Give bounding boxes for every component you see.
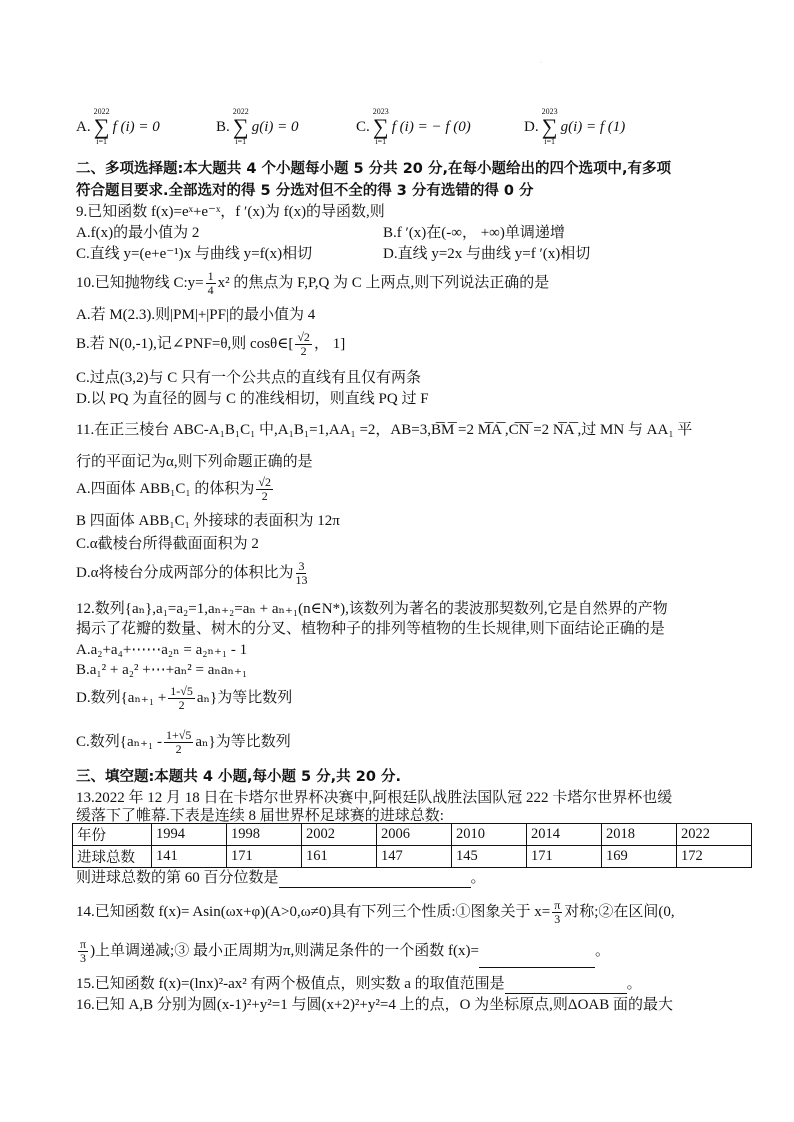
frac-num: √2	[258, 475, 271, 490]
section-header: 二、多项选择题:本大题共 4 个小题每小题 5 分共 20 分,在每小题给出的四个选项中,有多项	[76, 161, 671, 177]
table-row	[73, 846, 752, 868]
table-cell: 2006	[377, 824, 452, 846]
frac-num: 3	[298, 559, 305, 574]
option-c: C.直线 y=(e+e⁻¹)x 与曲线 y=f(x)相切	[76, 246, 313, 262]
option-d	[524, 108, 625, 146]
question-text	[76, 867, 486, 888]
question-stem: 16.已知 A,B 分别为圆(x-1)²+y²=1 与圆(x+2)²+y²=4 上的点，O 为坐标原点,则ΔOAB 面的最大	[76, 997, 673, 1013]
table-cell: 1998	[227, 824, 302, 846]
answer-blank[interactable]	[505, 973, 627, 994]
table-cell: 2022	[677, 824, 752, 846]
option-a: A.若 M(2.3).则|PM|+|PF|的最小值为 4	[76, 307, 316, 323]
question-stem: 11.在正三棱台 ABC-A₁B₁C₁ 中,A₁B₁=1,AA₁ =2，AB=3,B͞M͞ =2 M͞A͞ ,C͞N͞ =2 N͞A͞ ,过 MN 与 AA₁ 平	[76, 422, 693, 438]
sum-upper: 2023	[541, 107, 558, 116]
table-cell: 141	[152, 846, 227, 868]
option-text: aₙ}为等比数列	[195, 734, 291, 750]
stem-text: )上单调递减;③ 最小正周期为π,则满足条件的一个函数 f(x)=	[90, 943, 479, 959]
table-cell: 2014	[527, 824, 602, 846]
frac-den: 2	[261, 489, 268, 504]
option-a: A.f(x)的最小值为 2	[76, 225, 200, 241]
sum-lower: i=1	[96, 137, 107, 146]
question-text-part: 15.已知函数 f(x)=(lnx)²-ax² 有两个极值点，则实数 a 的取值范围是	[76, 976, 505, 992]
option-text: C.数列{aₙ₊₁ -	[76, 734, 162, 750]
punctuation: 。	[626, 976, 642, 992]
option-b: B.f ′(x)在(-∞， +∞)单调递增	[383, 225, 565, 241]
question-stem	[76, 268, 549, 298]
table-cell: 2002	[302, 824, 377, 846]
option-expr: g(i) = 0	[251, 118, 299, 135]
frac-num: π	[554, 898, 561, 913]
question-text	[76, 973, 642, 994]
punctuation: 。	[470, 870, 486, 886]
stem-text: 10.已知抛物线 C:y=	[76, 275, 204, 291]
fraction	[168, 685, 195, 712]
frac-den: 3	[80, 951, 87, 966]
sigma-sum	[542, 108, 558, 146]
frac-num: π	[80, 937, 87, 952]
option-a	[76, 472, 275, 506]
option-c: C.α截棱台所得截面面积为 2	[76, 536, 259, 552]
stem-text: x² 的焦点为 F,P,Q 为 C 上两点,则下列说法正确的是	[217, 275, 550, 291]
sigma-icon: ∑	[372, 114, 389, 139]
option-letter: C.	[356, 118, 370, 135]
option-d: D.直线 y=2x 与曲线 y=f ′(x)相切	[383, 246, 591, 262]
section-header: 三、填空题:本题共 4 小题,每小题 5 分,共 20 分.	[76, 769, 401, 785]
option-d	[76, 556, 309, 590]
sigma-sum	[233, 108, 249, 146]
fraction	[164, 729, 193, 756]
sum-upper: 2023	[372, 107, 389, 116]
sigma-icon: ∑	[93, 114, 110, 139]
option-a: A.a₂+a₄+⋯⋯a₂ₙ = a₂ₙ₊₁ - 1	[76, 642, 248, 658]
option-b	[76, 328, 345, 360]
option-expr: f (i) = − f (0)	[391, 118, 471, 135]
frac-num: 1-√5	[170, 684, 193, 699]
table-row	[73, 824, 752, 846]
frac-den: 2	[175, 742, 182, 757]
option-letter: B.	[216, 118, 230, 135]
sum-upper: 2022	[232, 107, 249, 116]
question-stem	[76, 895, 675, 929]
table-cell: 147	[377, 846, 452, 868]
option-expr: g(i) = f (1)	[560, 118, 626, 135]
table-cell: 171	[527, 846, 602, 868]
stem-text: 对称;②在区间(0,	[564, 904, 675, 920]
option-c	[356, 108, 471, 146]
question-stem: 9.已知函数 f(x)=eˣ+e⁻ˣ，f ′(x)为 f(x)的导函数,则	[76, 204, 385, 220]
fraction	[206, 270, 216, 297]
frac-num: 1+√5	[166, 728, 192, 743]
page-mark: ·	[540, 60, 542, 66]
sum-lower: i=1	[375, 137, 387, 146]
fraction	[552, 899, 562, 926]
sigma-sum	[94, 108, 110, 146]
sigma-icon: ∑	[541, 114, 558, 139]
stem-text: 14.已知函数 f(x)= Asin(ωx+φ)(A>0,ω≠0)具有下列三个性质:①图象关于 x=	[76, 904, 551, 920]
table-cell: 2018	[602, 824, 677, 846]
option-text: B.若 N(0,-1),记∠PNF=θ,则 cosθ∈[	[76, 336, 294, 352]
table-cell: 169	[602, 846, 677, 868]
option-text: D.数列{aₙ₊₁ +	[76, 690, 167, 706]
option-text: ， 1]	[313, 336, 346, 352]
option-letter: A.	[76, 118, 91, 135]
answer-blank[interactable]	[279, 867, 471, 888]
frac-num: √2	[297, 330, 310, 345]
option-c	[76, 724, 291, 760]
sum-lower: i=1	[544, 137, 555, 146]
fraction	[78, 938, 88, 965]
option-b: B 四面体 ABB₁C₁ 外接球的表面积为 12π	[76, 513, 340, 529]
sigma-sum	[373, 108, 389, 146]
frac-den: 4	[207, 283, 214, 298]
fraction	[256, 476, 273, 503]
table-cell: 145	[452, 846, 527, 868]
option-expr: f (i) = 0	[112, 118, 160, 135]
section-header: 符合题目要求.全部选对的得 5 分选对但不全的得 3 分有选错的得 0 分	[76, 183, 534, 199]
table-cell: 1994	[152, 824, 227, 846]
option-c: C.过点(3,2)与 C 只有一个公共点的直线有且仅有两条	[76, 370, 422, 386]
option-text: D.α将棱台分成两部分的体积比为	[76, 565, 294, 581]
option-text: A.四面体 ABB₁C₁ 的体积为	[76, 481, 255, 497]
option-d	[76, 680, 292, 716]
frac-den: 13	[295, 573, 308, 588]
frac-den: 3	[554, 912, 561, 927]
option-a	[76, 108, 160, 146]
question-stem: 缓落下了帷幕.下表是连续 8 届世界杯足球赛的进球总数:	[76, 808, 444, 824]
option-b: B.a₁² + a₂² +⋯+aₙ² = aₙaₙ₊₁	[76, 662, 248, 678]
answer-blank[interactable]	[479, 933, 595, 968]
option-d: D.以 PQ 为直径的圆与 C 的准线相切，则直线 PQ 过 F	[76, 391, 429, 407]
question-stem: 行的平面记为α,则下列命题正确的是	[76, 454, 313, 470]
option-letter: D.	[524, 118, 539, 135]
table-cell: 171	[227, 846, 302, 868]
question-stem: 12.数列{aₙ},a₁=a₂=1,aₙ₊₂=aₙ + aₙ₊₁(n∈N*),该数列为著名的裴波那契数列,它是自然界的产物	[76, 601, 668, 617]
table-cell: 172	[677, 846, 752, 868]
table-cell: 年份	[73, 824, 152, 846]
frac-den: 2	[300, 344, 307, 359]
previous-question-options	[76, 108, 716, 148]
option-text: aₙ}为等比数列	[196, 690, 293, 706]
table-cell: 2010	[452, 824, 527, 846]
world-cup-goals-table	[72, 823, 752, 868]
sum-lower: i=1	[235, 137, 247, 146]
table-cell: 进球总数	[73, 846, 152, 868]
question-stem: 揭示了花瓣的数量、树木的分叉、植物种子的排列等植物的生长规律,则下面结论正确的是	[76, 621, 665, 637]
sum-upper: 2022	[93, 107, 110, 116]
question-text-part: 则进球总数的第 60 百分位数是	[76, 870, 279, 886]
frac-den: 2	[178, 698, 185, 713]
question-stem: 13.2022 年 12 月 18 日在卡塔尔世界杯决赛中,阿根廷队战胜法国队冠 222 卡塔尔世界杯也缓	[76, 790, 673, 806]
frac-num: 1	[207, 269, 214, 284]
question-stem	[76, 933, 610, 968]
fraction	[295, 560, 307, 587]
sigma-icon: ∑	[232, 114, 249, 139]
fraction	[295, 331, 312, 358]
option-b	[216, 108, 299, 146]
table-cell: 161	[302, 846, 377, 868]
punctuation: 。	[595, 943, 611, 959]
